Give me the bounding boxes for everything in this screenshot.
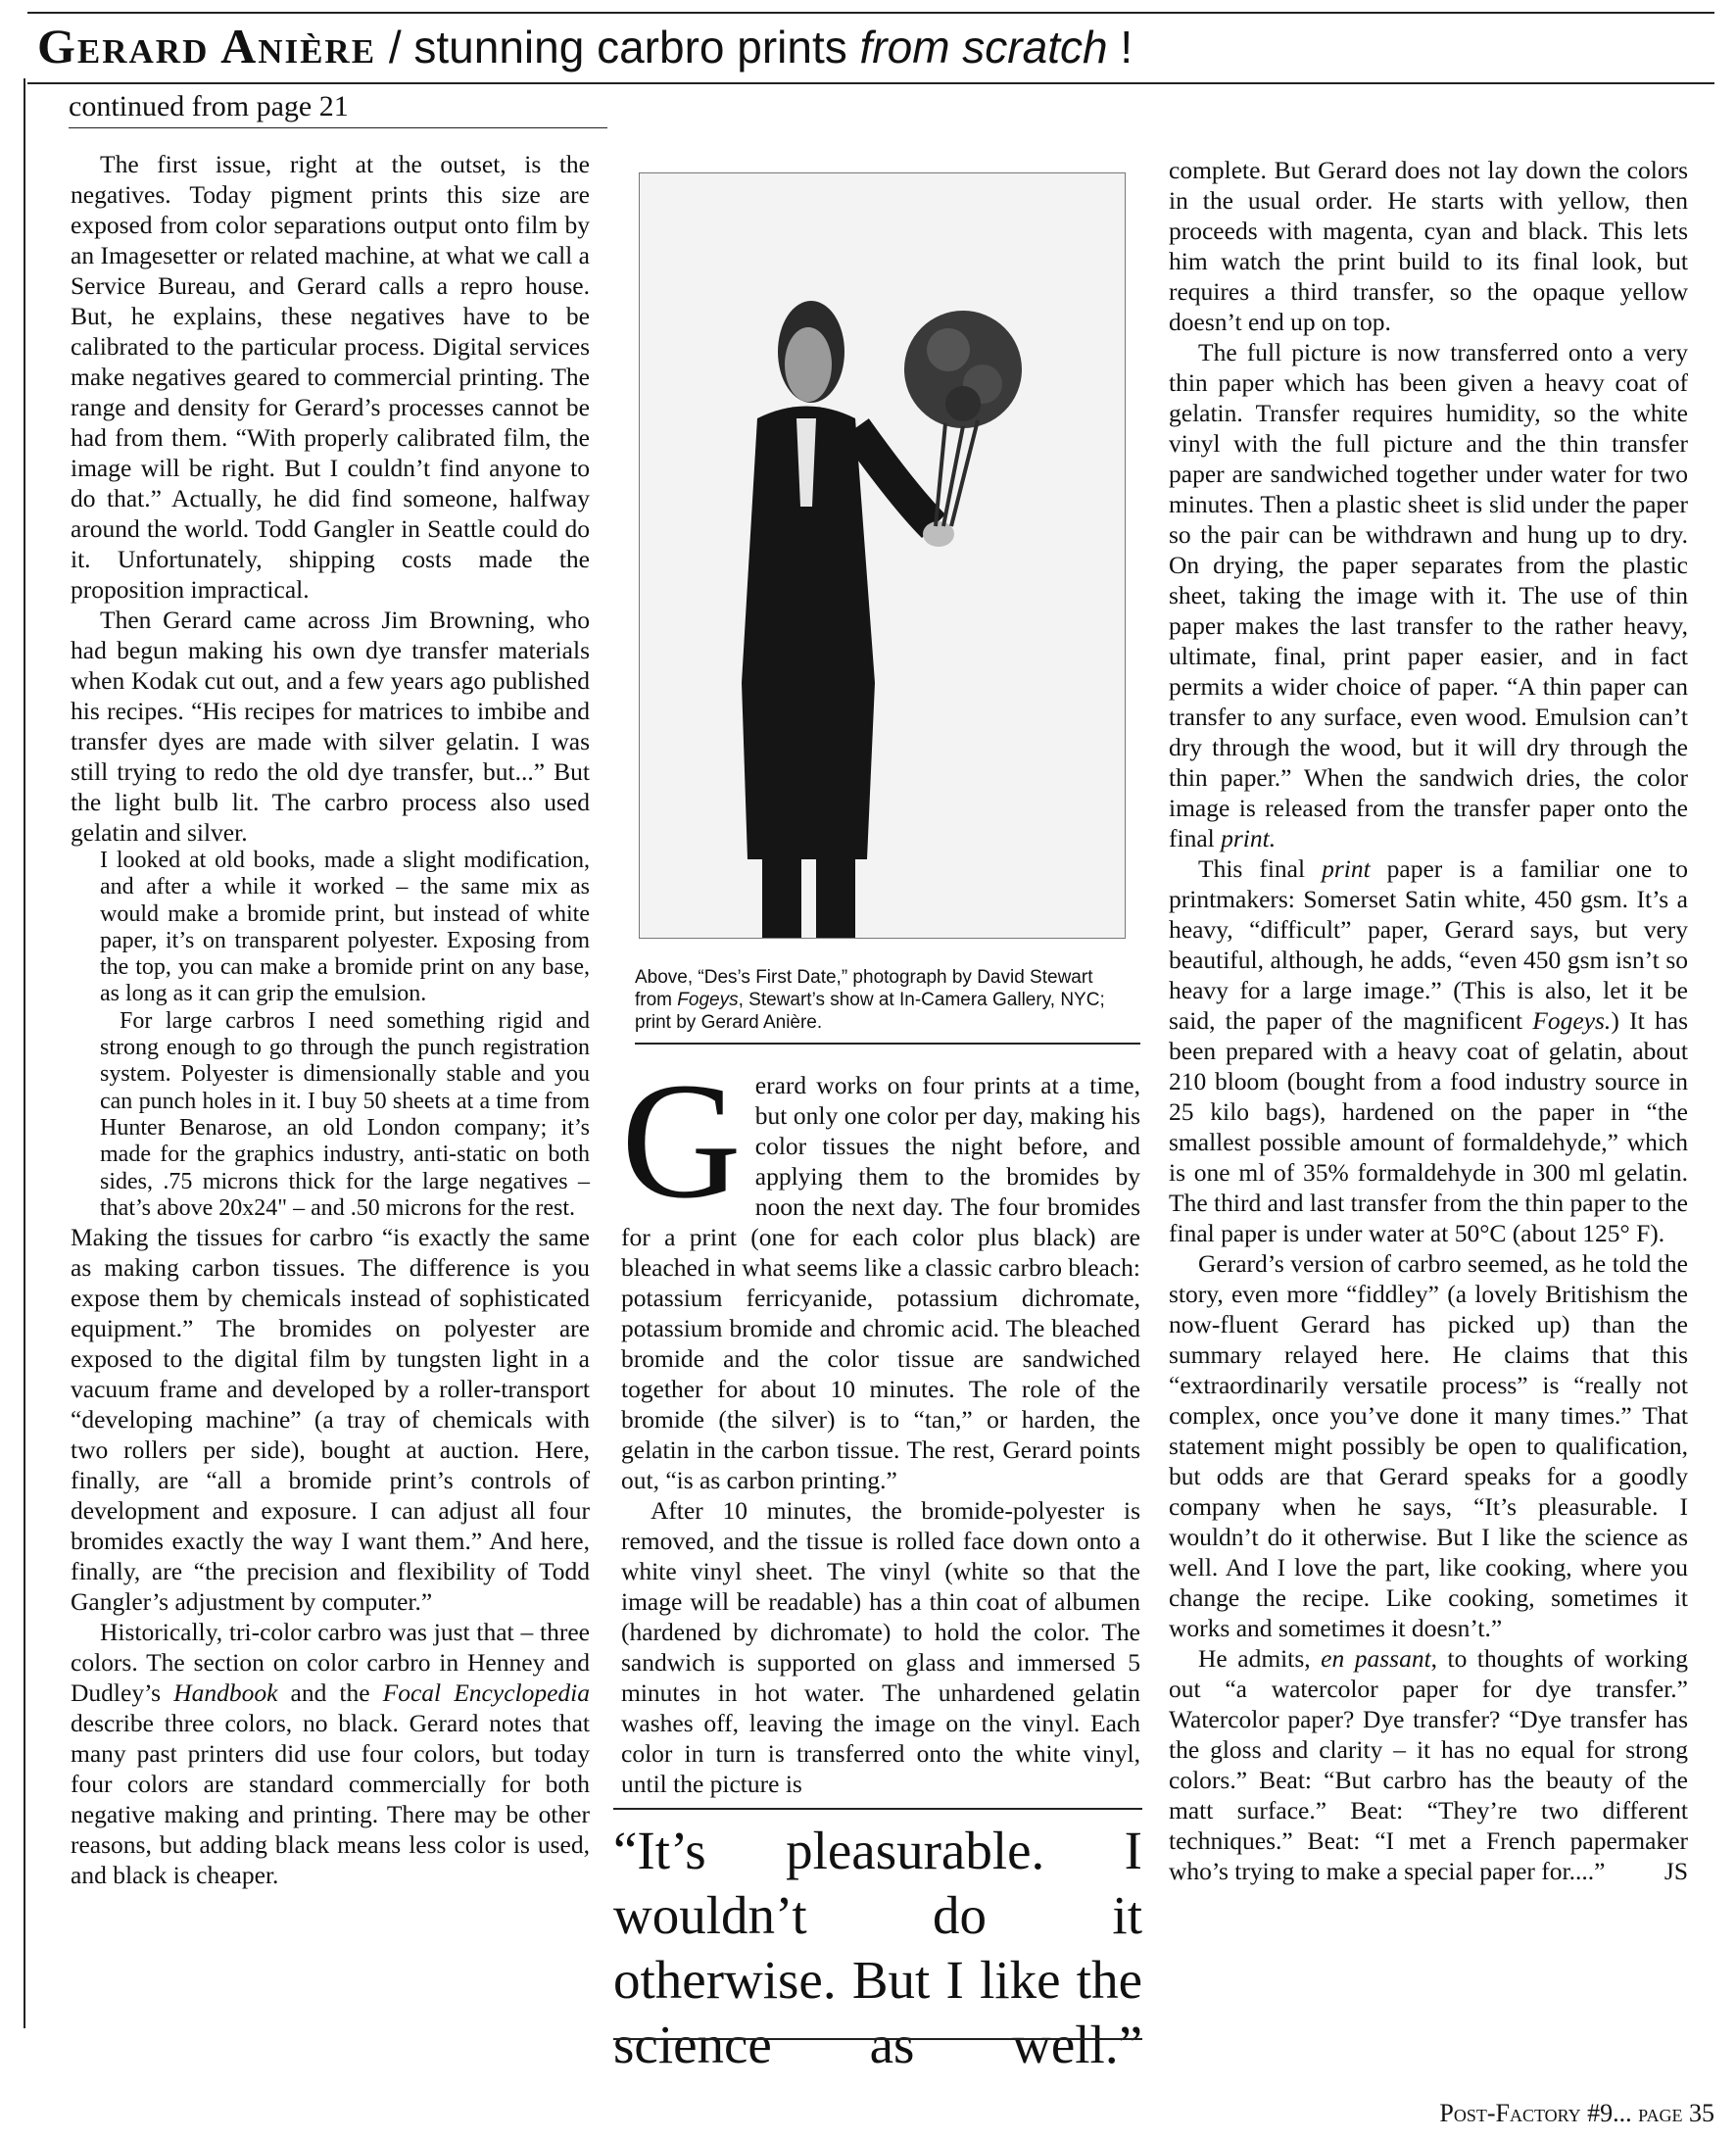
text-run: paper is a familiar one to printmakers: Somerset Satin white, 450 gsm. It’s a heavy, “difficult” paper, Gerard says, but very beautiful, although, he adds, “even 450 gsm isn’t so heavy for a large image.” (This is also, let it be said, the paper of the magnificent	[1169, 854, 1688, 1035]
paragraph: Making the tissues for carbro “is exactly the same as making carbon tissues. The difference is you expose them by chemicals instead of sophisticated equipment.” The bromides on polyester are exposed to the digital film by tungsten light in a vacuum frame and developed by a roller-transport “developing machine” (a tray of chemicals with two rollers per side), bought at auction. Here, finally, are “all a bromide print’s controls of development and exposure. I can adjust all four bromides exactly the way I want them.” And here, finally, are “the precision and flexibility of Todd Gangler’s adjustment by computer.”	[71, 1223, 590, 1617]
top-rule	[27, 12, 1714, 14]
page-footer: Post-Factory #9... page 35	[1439, 2099, 1714, 2127]
headline-suffix: !	[1107, 22, 1133, 73]
author-name: Gerard Anière	[37, 19, 377, 73]
caption-rule	[635, 1043, 1140, 1045]
caption-title: Fogeys	[677, 990, 739, 1010]
paragraph	[71, 1617, 590, 1890]
text-run: erard works on four prints at a time, but only one color per day, making his color tissues the night before, and applying them to the bromides by noon the next day. The four bromides for a print (one for each color plus black) are bleached in what seems like a classic carbro bleach: potassium ferricyanide, potassium dichromate, potassium bromide and chromic acid. The bleached bromide and the color tissue are sandwiched together for about 10 minutes. The role of the bromide (the silver) is to “tan,” or harden, the gelatin in the carbon tissue. The rest, Gerard points out, “is as carbon printing.”	[621, 1071, 1140, 1494]
text-run: He admits,	[1198, 1644, 1322, 1673]
column-3	[1169, 155, 1688, 1886]
paragraph: Then Gerard came across Jim Browning, who had begun making his own dye transfer materials when Kodak cut out, and a few years ago published his recipes. “His recipes for matrices to imbibe and transfer dyes are made with silver gelatin. I was still trying to redo the old dye transfer, but...” But the light bulb lit. The carbro process also used gelatin and silver.	[71, 606, 590, 847]
headline-text	[376, 22, 1133, 73]
continued-rule	[69, 127, 607, 128]
column-1	[71, 149, 590, 1890]
left-margin-rule	[24, 78, 25, 2028]
drop-cap: G	[621, 1048, 742, 1233]
text-run: describe three colors, no black. Gerard notes that many past printers did use four colors, but today four colors are standard commercially for both negative making and printing. There may be other reasons, but adding black means less color is used, and black is cheaper.	[71, 1709, 590, 1890]
text-run: ) It has been prepared with a heavy coat of gelatin, about 210 bloom (bought from a food industry source in 25 kilo bags), hardened on the paper in “the smallest possible amount of formaldehyde,” which is one ml of 35% formaldehyde in 300 ml gelatin. The third and last transfer from the thin paper to the final paper is under water at 50°C (about 125° F).	[1169, 1006, 1688, 1247]
pullquote-rule-bottom	[613, 2038, 1142, 2040]
paragraph	[621, 1048, 1140, 1495]
block-quote: For large carbros I need something rigid and strong enough to go through the punch registration system. Polyester is dimensionally stable and you can punch holes in it. I buy 50 sheets at a time from Hunter Benarose, an old London company; it’s made for the graphics industry, anti-static on both sides, .75 microns thick for the large negatives – that’s above 20x24" – and .50 microns for the rest.	[100, 1007, 590, 1221]
column-2	[621, 1048, 1140, 1799]
caption-text: , Stewart’s show at In-Camera Gallery, NYC; print by Gerard Anière.	[635, 990, 1105, 1033]
text-run: and the	[277, 1678, 383, 1708]
header-rule	[27, 82, 1714, 84]
photograph	[639, 172, 1126, 939]
paragraph	[1169, 1643, 1688, 1886]
paragraph: After 10 minutes, the bromide-polyester is removed, and the tissue is rolled face down onto a white vinyl sheet. The vinyl (white so that the image will be readable) has a thin coat of albumen (hardened by dichromate) to hold the color. The sandwich is supported on glass and immersed 5 minutes in hot water. The unhardened gelatin washes off, leaving the image on the vinyl. Each color in turn is transferred onto the white vinyl, until the picture is	[621, 1496, 1140, 1798]
article-header	[37, 18, 1703, 86]
block-quote: I looked at old books, made a slight modification, and after a while it worked – the same mix as would make a bromide print, but instead of white paper, it’s on transparent polyester. Exposing from the top, you can make a bromide print on any base, as long as it can grip the emulsion.	[100, 848, 590, 1007]
continued-note: continued from page 21	[69, 90, 349, 122]
paragraph: The first issue, right at the outset, is the negatives. Today pigment prints this size are exposed from color separations output onto film by an Imagesetter or related machine, at what we call a Service Bureau, and Gerard calls a repro house. But, he explains, these negatives have to be calibrated to the particular process. Digital services make negatives geared to commercial printing. The range and density for Gerard’s processes cannot be had from them. “With properly calibrated film, the image will be right. But I couldn’t find anyone to do that.” Actually, he did find someone, halfway around the world. Todd Gangler in Seattle could do it. Unfortunately, shipping costs made the proposition impractical.	[71, 150, 590, 604]
caption-text: Above, “Des’s First Date,” photograph by David Stewart from	[635, 967, 1093, 1010]
paragraph: Gerard’s version of carbro seemed, as he told the story, even more “fiddley” (a lovely Britishism the now-fluent Gerard has picked up) than the summary relayed here. He claims that this “extraordinarily versatile process” is “really not complex, once you’ve done it many times.” That statement might possibly be open to qualification, but odds are that Gerard speaks for a goodly company when he says, “It’s pleasurable. I wouldn’t do it otherwise. But I like the science as well. And I love the part, like cooking, where you change the recipe. Like cooking, sometimes it works and sometimes it doesn’t.”	[1169, 1249, 1688, 1642]
paragraph: complete. But Gerard does not lay down the colors in the usual order. He starts with yellow, then proceeds with magenta, cyan and black. This lets him watch the print build to its final look, but requires a third transfer, so the opaque yellow doesn’t end up on top.	[1169, 156, 1688, 336]
pullquote-rule-top	[613, 1808, 1142, 1810]
pull-quote: “It’s pleasurable. I wouldn’t do it otherwise. But I like the science as well.”	[613, 1821, 1142, 2074]
text-run: , to thoughts of working out “a watercolor paper for dye transfer.” Watercolor paper? Dye transfer? “Dye transfer has the gloss and clarity – it has no equal for strong colors.” Beat: “But carbro has the beauty of the matt surface.” Beat: “They’re two different techniques.” Beat: “I met a French papermaker who’s trying to make a special paper for....”	[1169, 1644, 1688, 1885]
book-title: Focal Encyclopedia	[382, 1678, 590, 1708]
headline-prefix: / stunning carbro prints	[388, 22, 860, 73]
text-run: This final	[1198, 854, 1323, 883]
book-title: Handbook	[173, 1678, 278, 1708]
signoff: JS	[1664, 1857, 1688, 1885]
paragraph	[1169, 853, 1688, 1248]
headline-emphasis: from scratch	[859, 22, 1108, 73]
paragraph	[1169, 337, 1688, 853]
emphasis: en passant	[1321, 1644, 1431, 1673]
photo-illustration	[640, 173, 1125, 938]
emphasis: print	[1322, 854, 1371, 883]
emphasis: print.	[1221, 824, 1277, 852]
photo-caption	[635, 966, 1130, 1034]
emphasis: Fogeys.	[1532, 1006, 1612, 1035]
text-run: The full picture is now transferred onto a very thin paper which has been given a heavy coat of gelatin. Transfer requires humidity, so the white vinyl with the full picture and the thin transfer paper are sandwiched together under water for two minutes. Then a plastic sheet is slid under the paper so the pair can be withdrawn and hung up to dry. On drying, the paper separates from the plastic sheet, taking the image with it. The use of thin paper makes the last transfer to the rather heavy, ultimate, final, print paper easier, and in fact permits a wider choice of paper. “A thin paper can transfer to any surface, even wood. Emulsion can’t dry through the wood, but it will dry through the thin paper.” When the sandwich dries, the color image is released from the transfer paper onto the final	[1169, 338, 1688, 852]
text-run: Historically, tri-color carbro was just that – three colors. The section on color carbro in Henney and Dudley’s	[71, 1618, 590, 1708]
